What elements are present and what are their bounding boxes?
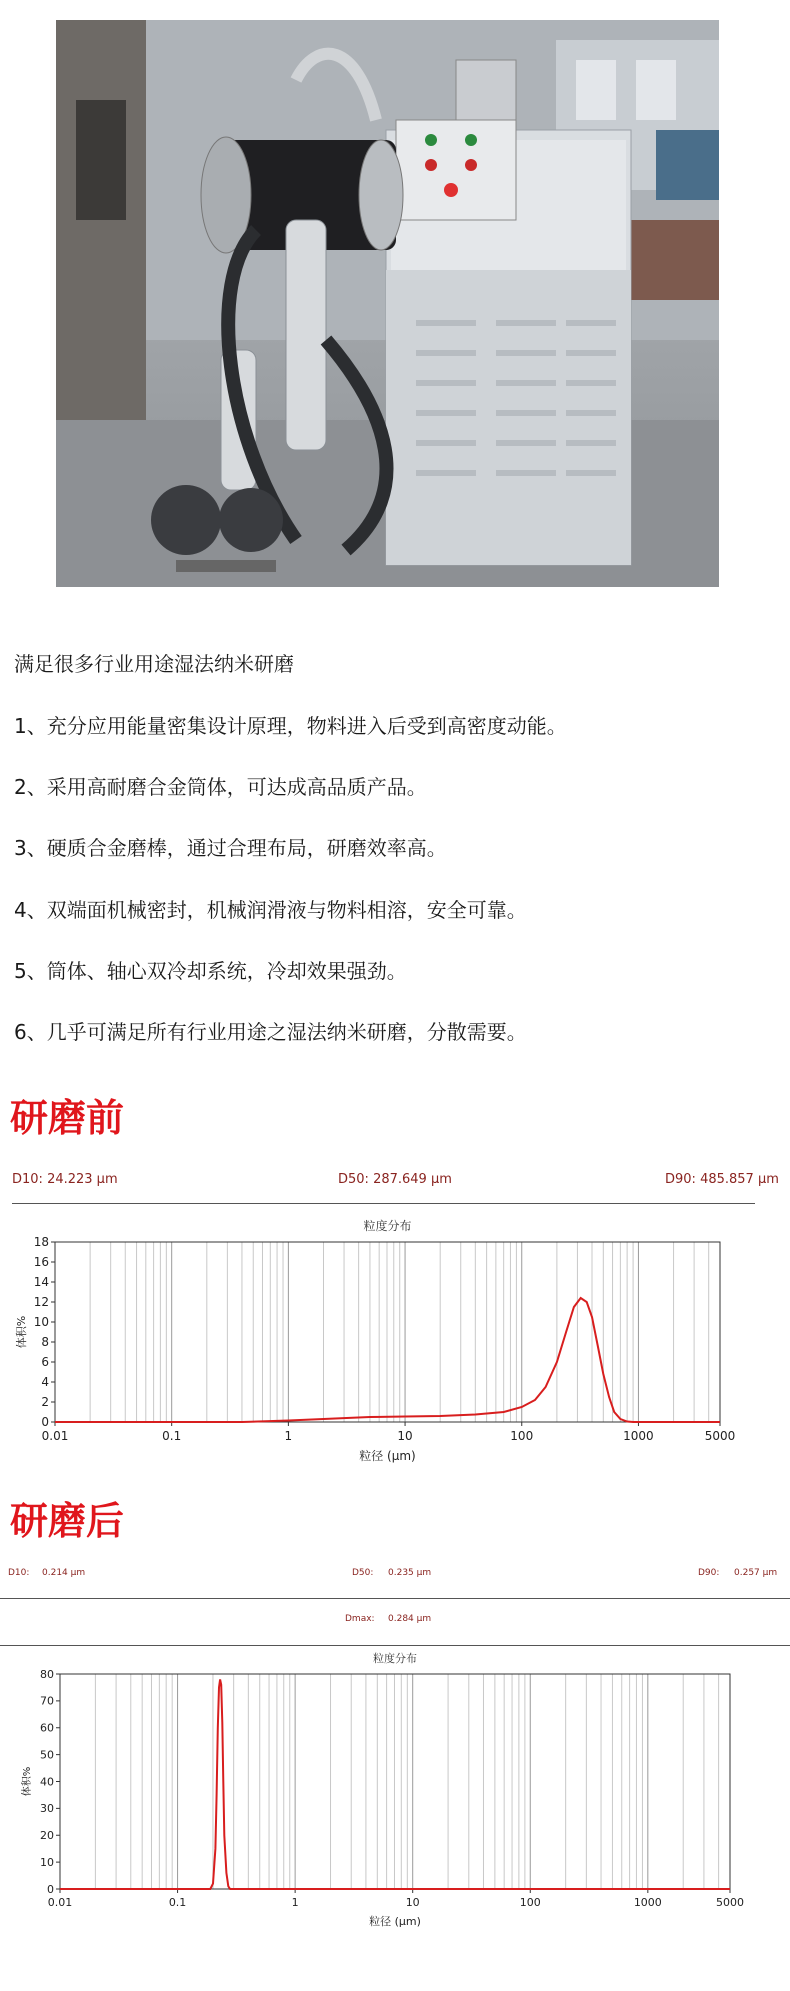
x-axis-label: 粒径 (μm) xyxy=(359,1449,416,1463)
x-tick-label: 10 xyxy=(397,1429,413,1443)
after-d10-label: D10: xyxy=(8,1568,30,1578)
before-size-distribution-chart xyxy=(0,1212,790,1472)
x-tick-label: 0.01 xyxy=(47,1896,73,1909)
y-tick-label: 60 xyxy=(40,1721,54,1735)
y-tick-label: 30 xyxy=(40,1802,54,1816)
before-d90: D90: 485.857 μm xyxy=(665,1172,779,1187)
after-d10-value: 0.214 μm xyxy=(42,1568,86,1578)
after-dmax-label: Dmax: xyxy=(345,1614,375,1624)
after-divider-1 xyxy=(0,1598,790,1599)
before-divider xyxy=(12,1203,755,1204)
x-tick-label: 100 xyxy=(510,1429,534,1443)
y-tick-label: 0 xyxy=(41,1415,49,1430)
y-tick-label: 14 xyxy=(33,1275,49,1290)
x-tick-label: 1000 xyxy=(633,1896,662,1909)
x-tick-label: 100 xyxy=(519,1896,541,1909)
y-tick-label: 70 xyxy=(40,1694,54,1708)
after-d50-label: D50: xyxy=(352,1568,374,1578)
after-dmax-value: 0.284 μm xyxy=(388,1614,432,1624)
y-axis-label: 体积% xyxy=(15,1315,28,1349)
feature-point-6: 6、几乎可满足所有行业用途之湿法纳米研磨，分散需要。 xyxy=(14,1020,527,1044)
y-tick-label: 10 xyxy=(40,1855,54,1869)
x-tick-label: 0.1 xyxy=(168,1896,187,1909)
y-tick-label: 2 xyxy=(41,1395,49,1410)
x-axis-label: 粒径 (μm) xyxy=(369,1915,421,1928)
y-tick-label: 0 xyxy=(47,1882,54,1896)
y-tick-label: 16 xyxy=(33,1255,49,1270)
chart-title: 粒度分布 xyxy=(363,1219,412,1233)
y-tick-label: 18 xyxy=(33,1235,49,1250)
y-tick-label: 10 xyxy=(33,1315,49,1330)
y-tick-label: 4 xyxy=(41,1375,49,1390)
before-d10: D10: 24.223 μm xyxy=(12,1172,118,1187)
x-tick-label: 5000 xyxy=(704,1429,736,1443)
y-tick-label: 12 xyxy=(33,1295,49,1310)
x-tick-label: 1 xyxy=(291,1896,299,1909)
y-tick-label: 40 xyxy=(40,1775,54,1789)
product-photo xyxy=(56,20,719,587)
chart-title: 粒度分布 xyxy=(373,1652,417,1665)
y-tick-label: 50 xyxy=(40,1748,54,1762)
y-tick-label: 8 xyxy=(41,1335,49,1350)
before-heading: 研磨前 xyxy=(10,1096,125,1140)
y-axis-label: 体积% xyxy=(22,1766,33,1797)
x-tick-label: 0.1 xyxy=(162,1429,182,1443)
feature-point-3: 3、硬质合金磨棒，通过合理布局，研磨效率高。 xyxy=(14,836,447,860)
intro-headline: 满足很多行业用途湿法纳米研磨 xyxy=(14,652,294,676)
nano-mill-machine-image xyxy=(56,20,719,587)
y-tick-label: 6 xyxy=(41,1355,49,1370)
x-tick-label: 1000 xyxy=(623,1429,654,1443)
feature-point-4: 4、双端面机械密封，机械润滑液与物料相溶，安全可靠。 xyxy=(14,898,527,922)
y-tick-label: 20 xyxy=(40,1829,54,1843)
after-d90-label: D90: xyxy=(698,1568,720,1578)
after-d90-value: 0.257 μm xyxy=(734,1568,778,1578)
x-tick-label: 5000 xyxy=(716,1896,744,1909)
feature-point-1: 1、充分应用能量密集设计原理，物料进入后受到高密度动能。 xyxy=(14,714,567,738)
before-d50: D50: 287.649 μm xyxy=(338,1172,452,1187)
x-tick-label: 0.01 xyxy=(41,1429,69,1443)
after-divider-2 xyxy=(0,1645,790,1646)
x-tick-label: 10 xyxy=(405,1896,420,1909)
after-heading: 研磨后 xyxy=(10,1499,125,1543)
after-d50-value: 0.235 μm xyxy=(388,1568,432,1578)
y-tick-label: 80 xyxy=(40,1667,54,1681)
after-size-distribution-chart xyxy=(0,1652,790,1982)
x-tick-label: 1 xyxy=(284,1429,293,1443)
feature-point-2: 2、采用高耐磨合金筒体，可达成高品质产品。 xyxy=(14,775,427,799)
feature-point-5: 5、筒体、轴心双冷却系统，冷却效果强劲。 xyxy=(14,959,407,983)
